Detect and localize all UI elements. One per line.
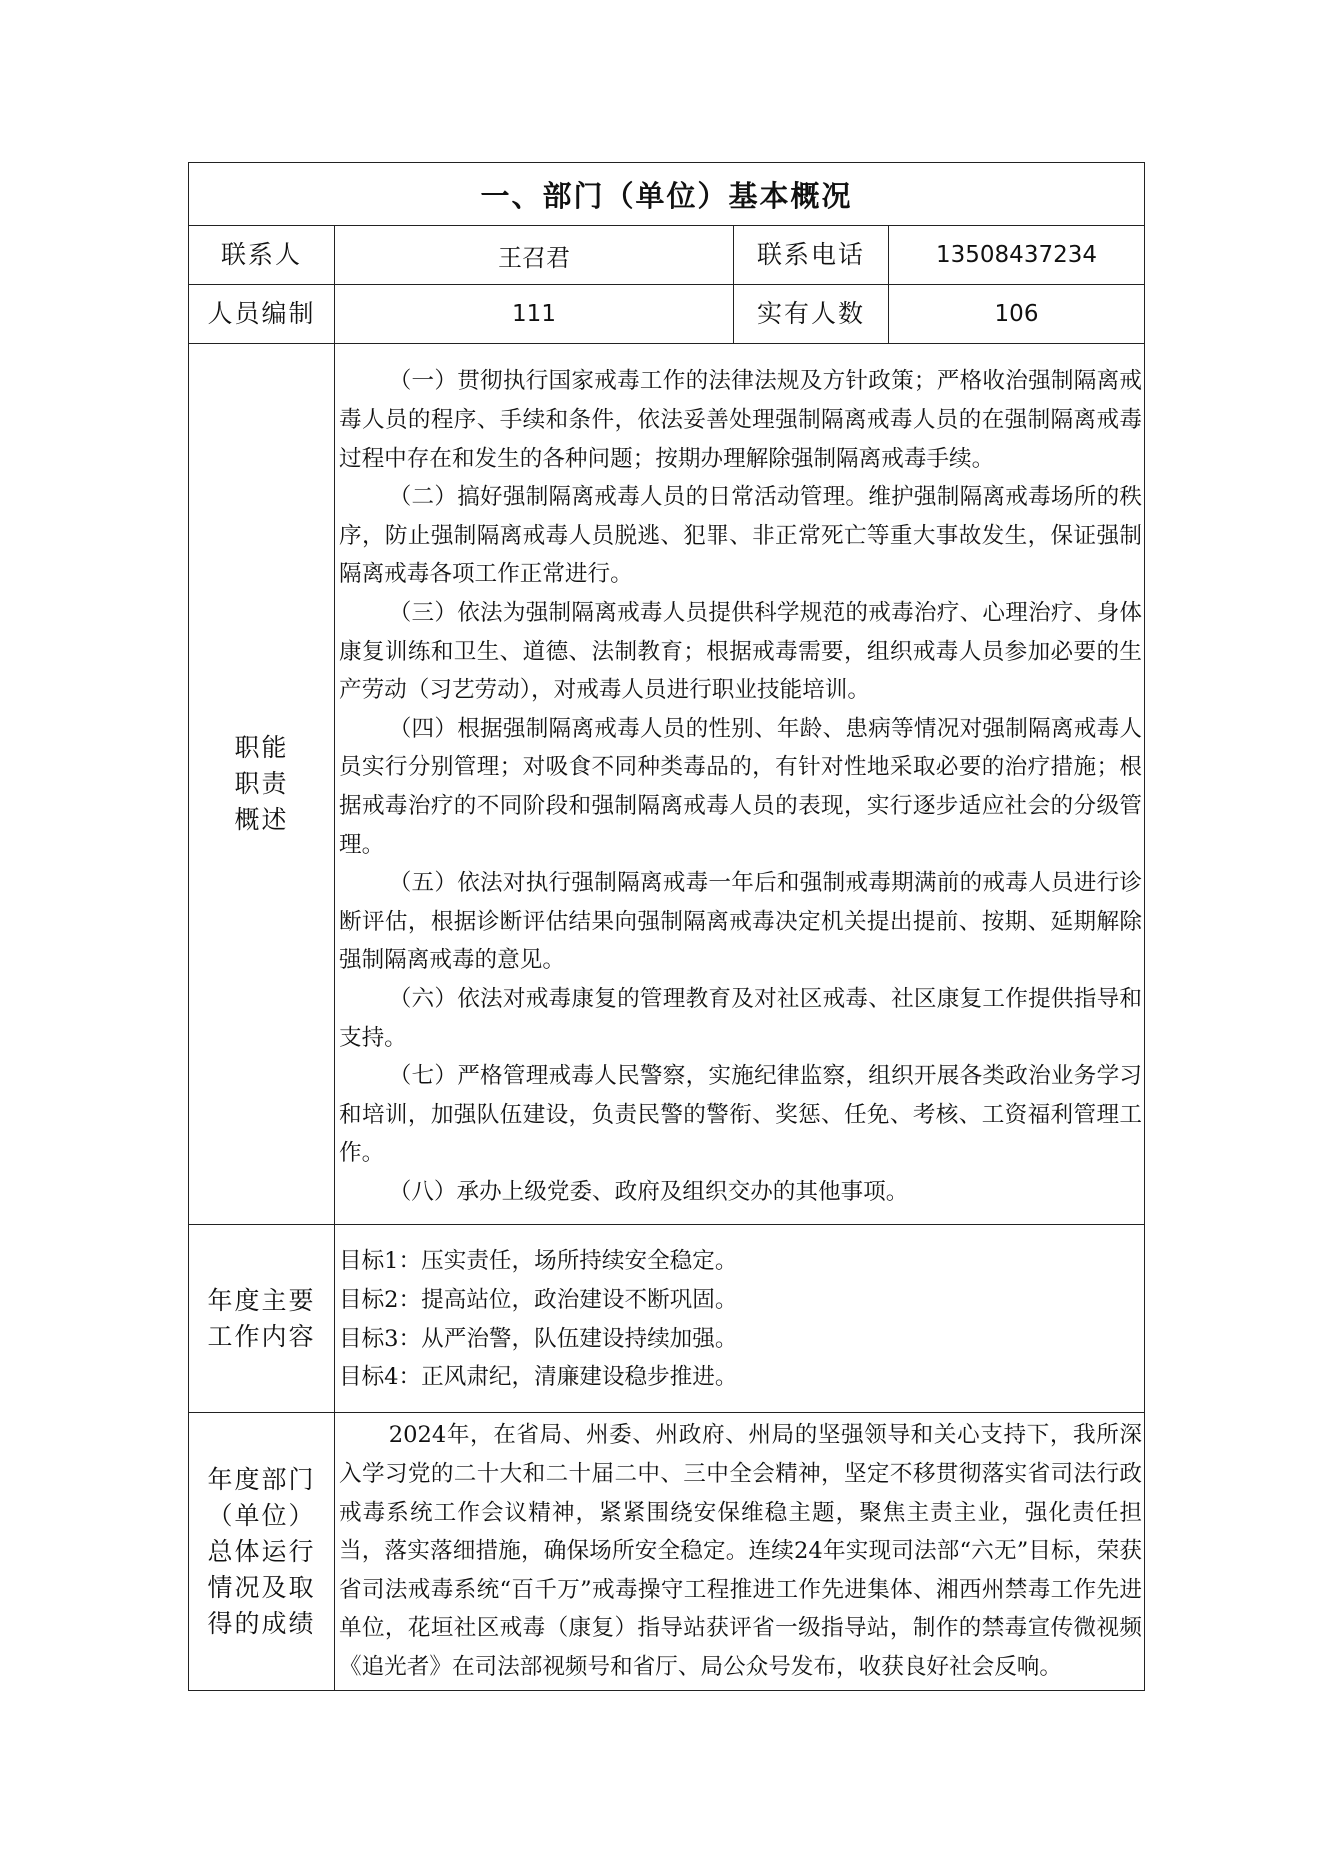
performance-label-line: 年度部门 xyxy=(207,1464,316,1494)
duty-paragraph: （七）严格管理戒毒人民警察，实施纪律监察，组织开展各类政治业务学习和培训，加强队伍建设，负责民警的警衔、奖惩、任免、考核、工资福利管理工作。 xyxy=(339,1063,1143,1167)
staffing-value: 111 xyxy=(335,285,734,344)
duties-label xyxy=(189,344,335,1225)
duty-paragraph: （四）根据强制隔离戒毒人员的性别、年龄、患病等情况对强制隔离戒毒人员实行分别管理；对吸食不同种类毒品的，有针对性地采取必要的治疗措施；根据戒毒治疗的不同阶段和强制隔离戒毒人员的表现，实行逐步适应社会的分级管理。 xyxy=(339,715,1143,858)
annual-work-content xyxy=(335,1225,1145,1413)
duty-paragraph: （三）依法为强制隔离戒毒人员提供科学规范的戒毒治疗、心理治疗、身体康复训练和卫生、道德、法制教育；根据戒毒需要，组织戒毒人员参加必要的生产劳动（习艺劳动），对戒毒人员进行职业技能培训。 xyxy=(339,600,1143,704)
actual-value: 106 xyxy=(889,285,1145,344)
contact-row xyxy=(189,226,1145,285)
actual-label: 实有人数 xyxy=(734,285,889,344)
duties-label-line: 职责 xyxy=(234,769,289,798)
annual-performance-label xyxy=(189,1413,335,1691)
duty-paragraph: （八）承办上级党委、政府及组织交办的其他事项。 xyxy=(388,1178,909,1205)
annual-performance-content xyxy=(335,1413,1145,1691)
duty-paragraph: （五）依法对执行强制隔离戒毒一年后和强制戒毒期满前的戒毒人员进行诊断评估，根据诊断评估结果向强制隔离戒毒决定机关提出提前、按期、延期解除强制隔离戒毒的意见。 xyxy=(339,870,1143,974)
duties-content xyxy=(335,344,1145,1225)
contact-value: 王召君 xyxy=(335,226,734,285)
duty-paragraph: （一）贯彻执行国家戒毒工作的法律法规及方针政策；严格收治强制隔离戒毒人员的程序、手续和条件，依法妥善处理强制隔离戒毒人员的在强制隔离戒毒过程中存在和发生的各种问题；按期办理解除强制隔离戒毒手续。 xyxy=(339,368,1143,472)
duties-label-line: 职能 xyxy=(234,733,289,762)
performance-label-line: 得的成绩 xyxy=(207,1608,316,1638)
duty-paragraph: （二）搞好强制隔离戒毒人员的日常活动管理。维护强制隔离戒毒场所的秩序，防止强制隔离戒毒人员脱逃、犯罪、非正常死亡等重大事故发生，保证强制隔离戒毒各项工作正常进行。 xyxy=(339,484,1143,588)
staffing-label: 人员编制 xyxy=(189,285,335,344)
phone-label: 联系电话 xyxy=(734,226,889,285)
annual-performance-row xyxy=(189,1413,1145,1691)
annual-work-label-line: 工作内容 xyxy=(207,1321,316,1351)
performance-text: 2024年，在省局、州委、州政府、州局的坚强领导和关心支持下，我所深入学习党的二十大和二十届二中、三中全会精神，坚定不移贯彻落实省司法行政戒毒系统工作会议精神，紧紧围绕安保维稳主题，聚焦主责主业，强化责任担当，落实落细措施，确保场所安全稳定。连续24年实现司法部“六无”目标，荣获省司法戒毒系统“百千万”戒毒操守工程推进工作先进集体、湘西州禁毒工作先进单位，花垣社区戒毒（康复）指导站获评省一级指导站，制作的禁毒宣传微视频《追光者》在司法部视频号和省厅、局公众号发布，收获良好社会反响。 xyxy=(339,1422,1143,1680)
annual-work-row xyxy=(189,1225,1145,1413)
goal-item: 目标1：压实责任，场所持续安全稳定。 xyxy=(339,1248,738,1275)
goal-item: 目标4：正风肃纪，清廉建设稳步推进。 xyxy=(339,1364,738,1391)
overview-table xyxy=(188,162,1145,1691)
duty-paragraph: （六）依法对戒毒康复的管理教育及对社区戒毒、社区康复工作提供指导和支持。 xyxy=(339,985,1143,1051)
performance-label-line: 总体运行 xyxy=(207,1536,316,1566)
performance-label-line: 情况及取 xyxy=(207,1572,316,1602)
duties-label-line: 概述 xyxy=(234,805,289,834)
contact-label: 联系人 xyxy=(189,226,335,285)
phone-value: 13508437234 xyxy=(889,226,1145,285)
staffing-row xyxy=(189,285,1145,344)
performance-label-line: （单位） xyxy=(207,1500,316,1530)
goal-item: 目标3：从严治警，队伍建设持续加强。 xyxy=(339,1325,738,1352)
goal-item: 目标2：提高站位，政治建设不断巩固。 xyxy=(339,1286,738,1313)
title-row xyxy=(189,163,1145,226)
annual-work-label xyxy=(189,1225,335,1413)
section-title: 一、部门（单位）基本概况 xyxy=(189,163,1145,226)
annual-work-label-line: 年度主要 xyxy=(207,1285,316,1315)
duties-row xyxy=(189,344,1145,1225)
